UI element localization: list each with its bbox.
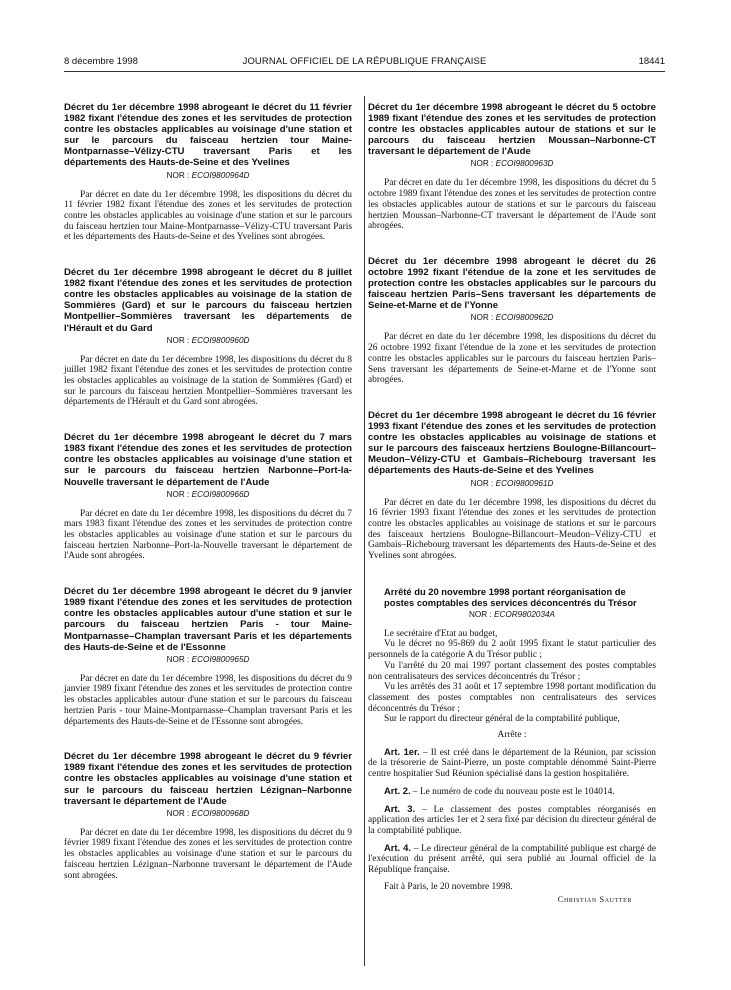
page-header [64,56,665,70]
header-date: 8 décembre 1998 [64,56,138,67]
nor-label: NOR : [166,808,190,818]
arrete-visa: Vu le décret no 95-869 du 2 août 1995 fixant le statut particulier des personnels de la catégorie A du Trésor public ; [368,639,656,661]
nor-reference [368,159,656,169]
nor-label: NOR : [468,609,492,619]
nor-reference [64,809,352,819]
arrete-visa: Vu l'arrêté du 20 mai 1997 portant classement des postes comptables non centralisateurs des services déconcentrés du Trésor ; [368,660,656,682]
arrete-visa: Sur le rapport du directeur général de la comptabilité publique, [384,714,620,725]
decree-title: Décret du 1er décembre 1998 abrogeant le décret du 9 janvier 1989 fixant l'étendue des zones et les servitudes de protection contre les obstacles applicables autour d'une station et sur le parcours du faisceau hertzien Paris - tour Maine-Montparnasse–Champlan traversant Paris et les départements des Hauts-de-Seine et de l'Essonne [64,586,352,653]
decree-body: Par décret en date du 1er décembre 1998, les dispositions du décret du 16 février 1993 fixant l'étendue des zones et les servitudes de protection contre les obstacles applicables au voisinage de stations et sur le parcours des faisceaux hertziens Boulogne-Billancourt–Meudon–Vélizy-CTU et Gambais–Richebourg traversant les départements des Hauts-de-Seine et des Yvelines sont abrogées. [368,497,656,562]
decree-body: Par décret en date du 1er décembre 1998, les dispositions du décret du 11 février 1982 fixant l'étendue des zones et les servitudes de protection contre les obstacles applicables au voisinage d'une station et sur le parcours du faisceau hertzien tour Maine-Montparnasse–Vélizy-CTU traversant Paris et les départements des Hauts-de-Seine et des Yvelines sont abrogées. [64,189,352,243]
article-text: – Le numéro de code du nouveau poste est le 104014. [410,786,615,797]
nor-code: ECOI9800965D [191,654,250,664]
decree-body: Par décret en date du 1er décembre 1998, les dispositions du décret du 5 octobre 1989 fixant l'étendue des zones et les servitudes de protection contre les obstacles applicables autour de stations et sur le parcours du faisceau hertzien Moussan–Narbonne-CT traversant le département de l'Aude sont abrogées. [368,178,656,232]
column-divider [364,96,365,966]
decree-body: Par décret en date du 1er décembre 1998, les dispositions du décret du 9 janvier 1989 fixant l'étendue des zones et les servitudes de protection contre les obstacles applicables autour d'une station et sur le parcours du faisceau hertzien Paris - tour Maine-Montparnasse–Champlan traversant Paris et les départements des Hauts-de-Seine et de l'Essonne sont abrogées. [64,673,352,727]
article-number: Art. 4. [384,841,411,853]
nor-code: ECOI9800961D [495,478,554,488]
nor-code: ECOI9800966D [191,489,250,499]
right-column [368,102,656,914]
article-number: Art. 1er. [384,745,420,757]
decree [64,432,352,562]
decree-title: Décret du 1er décembre 1998 abrogeant le décret du 16 février 1993 fixant l'étendue des zones et les servitudes de protection contre les obstacles applicables au voisinage de stations et sur le parcours des faisceaux hertziens Boulogne-Billancourt–Meudon–Vélizy-CTU et Gambais–Richebourg traversant les départements des Hauts-de-Seine et des Yvelines [368,409,656,477]
nor-label: NOR : [470,313,494,323]
nor-label: NOR : [470,159,494,169]
decree-title: Décret du 1er décembre 1998 abrogeant le décret du 7 mars 1983 fixant l'étendue des zones et les servitudes de protection contre les obstacles applicables au voisinage d'une station et sur le parcours du faisceau hertzien Narbonne–Port-la-Nouvelle traversant le département de l'Aude [64,432,352,488]
decree [64,267,352,408]
arrete-word: Arrête : [497,730,527,741]
decree-title: Décret du 1er décembre 1998 abrogeant le décret du 9 février 1989 fixant l'étendue des zones et les servitudes de protection contre les obstacles applicables au voisinage d'une station et sur le parcours du faisceau hertzien Lézignan–Narbonne traversant le département de l'Aude [64,751,352,807]
header-rule [64,71,665,72]
arrete-visa: Vu les arrêtés des 31 août et 17 septembre 1998 portant modification du classement des postes comptables non centralisateurs des services déconcentrés du Trésor ; [368,682,656,714]
decree-title: Décret du 1er décembre 1998 abrogeant le décret du 11 février 1982 fixant l'étendue des zones et les servitudes de protection contre les obstacles applicables au voisinage d'une station et sur le parcours du faisceau hertzien tour Maine-Montparnasse–Vélizy-CTU traversant Paris et les départements des Hauts-de-Seine et des Yvelines [64,102,352,169]
nor-reference [368,479,656,489]
nor-reference [368,610,656,620]
place-date: Fait à Paris, le 20 novembre 1998. [384,881,513,892]
arrete-visa: Le secrétaire d'Etat au budget, [384,628,498,639]
signature: Christian Sautter [557,894,632,904]
decree [368,410,656,562]
article [368,747,656,780]
decree-body: Par décret en date du 1er décembre 1998, les dispositions du décret du 8 juillet 1982 fixant l'étendue des zones et les servitudes de protection contre les obstacles applicables au voisinage de la station de Sommières (Gard) et sur le parcours du faisceau hertzien Montpellier–Sommières traversant les départements de l'Hérault et du Gard sont abrogées. [64,354,352,408]
page-number: 18441 [638,56,665,67]
nor-reference [64,336,352,346]
decree-body: Par décret en date du 1er décembre 1998, les dispositions du décret du 7 mars 1983 fixant l'étendue des zones et les servitudes de protection contre les obstacles applicables au voisinage d'une station et sur le parcours du faisceau hertzien Narbonne–Port-la-Nouvelle traversant le département de l'Aude sont abrogées. [64,508,352,562]
nor-label: NOR : [166,489,190,499]
article-text: – Le directeur général de la comptabilité publique est chargé de l'exécution du présent arrêté, qui sera publié au Journal officiel de la République française. [368,843,656,876]
nor-code: ECOI9800962D [495,313,554,323]
article-text: – Le classement des postes comptables réorganisés en application des articles 1er et 2 sera fixé par décision du directeur général de la comptabilité publique. [368,804,656,836]
decree-body: Par décret en date du 1er décembre 1998, les dispositions du décret du 26 octobre 1992 fixant l'étendue de la zone et les servitudes de protection contre les obstacles applicables sur le parcours du faisceau hertzien Paris–Sens traversant les départements de Seine-et-Marne et de l'Yonne sont abrogées. [368,332,656,386]
journal-title: JOURNAL OFFICIEL DE LA RÉPUBLIQUE FRANÇAISE [242,56,487,67]
nor-reference [368,313,656,323]
nor-code: ECOR9802034A [494,609,556,619]
article-number: Art. 3. [384,802,416,814]
decree [368,102,656,232]
left-column [64,102,352,891]
article-text: – Il est créé dans le département de la Réunion, par scission de la trésorerie de Saint-Pierre, un poste comptable dénommé Saint-Pierre centre hospitalier Sud Réunion spécialisé dans la gestion hospitalière. [368,747,656,780]
nor-label: NOR : [166,335,190,345]
decree [64,586,352,727]
decree-title: Décret du 1er décembre 1998 abrogeant le décret du 8 juillet 1982 fixant l'étendue des zones et les servitudes de protection contre les obstacles applicables au voisinage de la station de Sommières (Gard) et sur le parcours du faisceau hertzien Montpellier–Sommières traversant les départements de l'Hérault et du Gard [64,267,352,334]
nor-reference [64,655,352,665]
nor-label: NOR : [166,654,190,664]
arrete-title: Arrêté du 20 novembre 1998 portant réorganisation de postes comptables des services déconcentrés du Trésor [384,585,637,608]
nor-label: NOR : [470,478,494,488]
nor-reference [64,490,352,500]
nor-code: ECOI9800963D [495,159,554,169]
decree [64,751,352,881]
article [368,843,656,876]
nor-code: ECOI9800960D [191,335,250,345]
nor-code: ECOI9800964D [191,170,250,180]
nor-label: NOR : [166,170,190,180]
article-number: Art. 2. [384,784,411,796]
decree-title: Décret du 1er décembre 1998 abrogeant le décret du 26 octobre 1992 fixant l'étendue de la zone et les servitudes de protection contre les obstacles applicables sur le parcours du faisceau hertzien Paris–Sens traversant les départements de Seine-et-Marne et de l'Yonne [368,255,656,312]
decree-title: Décret du 1er décembre 1998 abrogeant le décret du 5 octobre 1989 fixant l'étendue des zones et les servitudes de protection contre les obstacles applicables autour de stations et sur le parcours du faisceau hertzien Moussan–Narbonne-CT traversant le département de l'Aude [368,102,656,158]
article [368,804,656,837]
decree [368,256,656,386]
nor-code: ECOI9800968D [191,808,250,818]
article [368,786,656,798]
decree [64,102,352,243]
nor-reference [64,171,352,181]
arrete [368,586,656,904]
decree-body: Par décret en date du 1er décembre 1998, les dispositions du décret du 9 février 1989 fixant l'étendue des zones et les servitudes de protection contre les obstacles applicables au voisinage d'une station et sur le parcours du faisceau hertzien Lézignan–Narbonne traversant le département de l'Aude sont abrogées. [64,827,352,881]
